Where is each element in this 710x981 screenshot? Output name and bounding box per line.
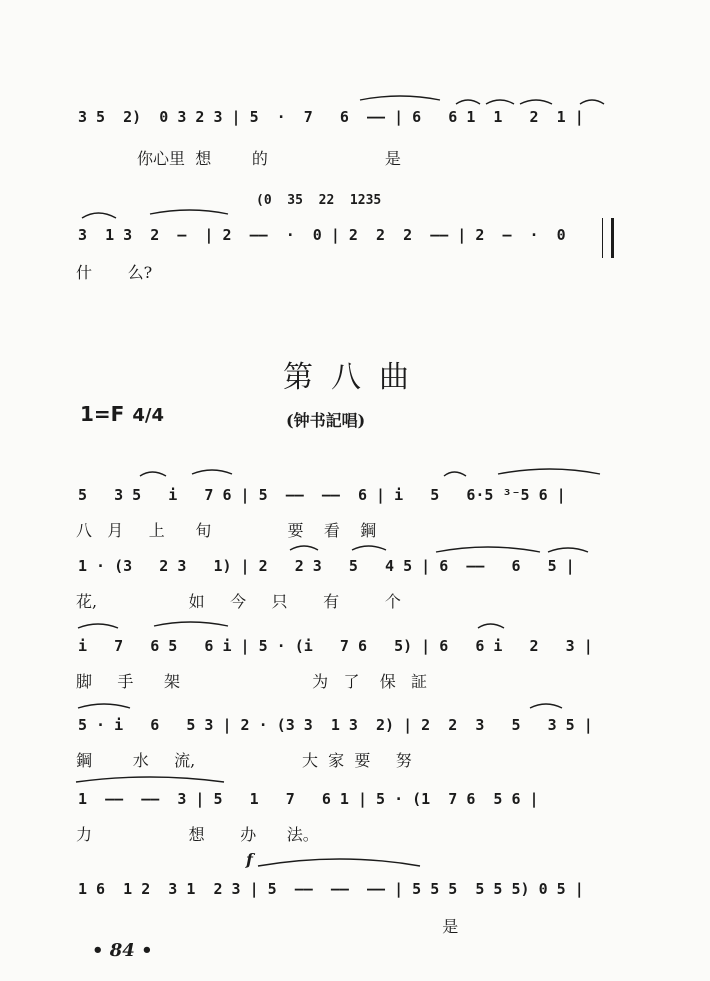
notation-line: 5 · i 6 5 3 | 2 · (3 3 1 3 2) | 2 2 3 5 3 5 | [78, 716, 593, 734]
notation-line: 1 —— —— 3 | 5 1 7 6 1 | 5 · (1 7 6 5 6 | [78, 790, 539, 808]
notation-line: 1 6 1 2 3 1 2 3 | 5 —— —— —— | 5 5 5 5 5 5) 0 5 | [78, 880, 584, 898]
slur-arc [548, 548, 588, 552]
slur-arc [498, 469, 600, 474]
lyrics-line: 是 [76, 917, 459, 936]
key-signature [80, 402, 164, 426]
slur-arc [456, 100, 480, 104]
slur-arc [154, 622, 228, 626]
notation-line: 3 1 3 2 — | 2 —— · 0 | 2 2 2 —— | 2 — · 0 [78, 226, 566, 244]
lyrics-line: 什 么? [76, 263, 153, 282]
page-number: • 84 • [92, 940, 153, 961]
key-label: 1=F [80, 402, 125, 426]
slur-arc [192, 470, 232, 474]
singer-credit: (钟书記唱) [286, 411, 366, 430]
slur-arc [360, 96, 440, 100]
notation-line: i 7 6 5 6 i | 5 · (i 7 6 5) | 6 6 i 2 3 | [78, 637, 593, 655]
final-barline [602, 218, 614, 258]
notation-line: 1 · (3 2 3 1) | 2 2 3 5 4 5 | 6 —— 6 5 | [78, 557, 575, 575]
slur-arc [78, 624, 118, 628]
dynamic-mark: f [246, 850, 253, 869]
slur-arc [352, 546, 386, 550]
slur-arc [520, 100, 552, 104]
notation-line: 5 3 5 i 7 6 | 5 —— —— 6 | i 5 6·5 ³⁻5 6 | [78, 486, 566, 504]
slur-arc [78, 704, 130, 708]
slur-arc [150, 210, 228, 214]
time-signature: 4/4 [132, 405, 164, 426]
slur-arc [530, 704, 562, 708]
lyrics-line: 鋼 水 流, 大 家 要 努 [76, 751, 412, 770]
lyrics-line: 力 想 办 法。 [76, 825, 319, 844]
slur-arc [258, 859, 420, 866]
slur-arc [486, 100, 514, 104]
notation-line: 3 5 2) 0 3 2 3 | 5 · 7 6 —— | 6 6 1 1 2 1 | [78, 108, 584, 126]
lyrics-line: 脚 手 架 为 了 保 証 [76, 672, 428, 691]
slur-arc [444, 472, 466, 476]
lyrics-line: 花, 如 今 只 有 个 [76, 592, 401, 611]
slur-arc [436, 547, 540, 552]
slur-arc [290, 546, 318, 550]
instrumental-interlude-notation: (0 35 22 1235 [256, 193, 382, 208]
lyrics-line: 你心里 想 的 是 [76, 149, 401, 168]
slur-arc [76, 777, 224, 782]
lyrics-line: 八 月 上 旬 要 看 鋼 [76, 521, 377, 540]
slur-arc [140, 472, 166, 476]
slur-arc [82, 213, 116, 218]
slur-arc [580, 100, 604, 104]
slur-arc [478, 624, 504, 628]
song-title: 第八曲 [283, 360, 427, 395]
